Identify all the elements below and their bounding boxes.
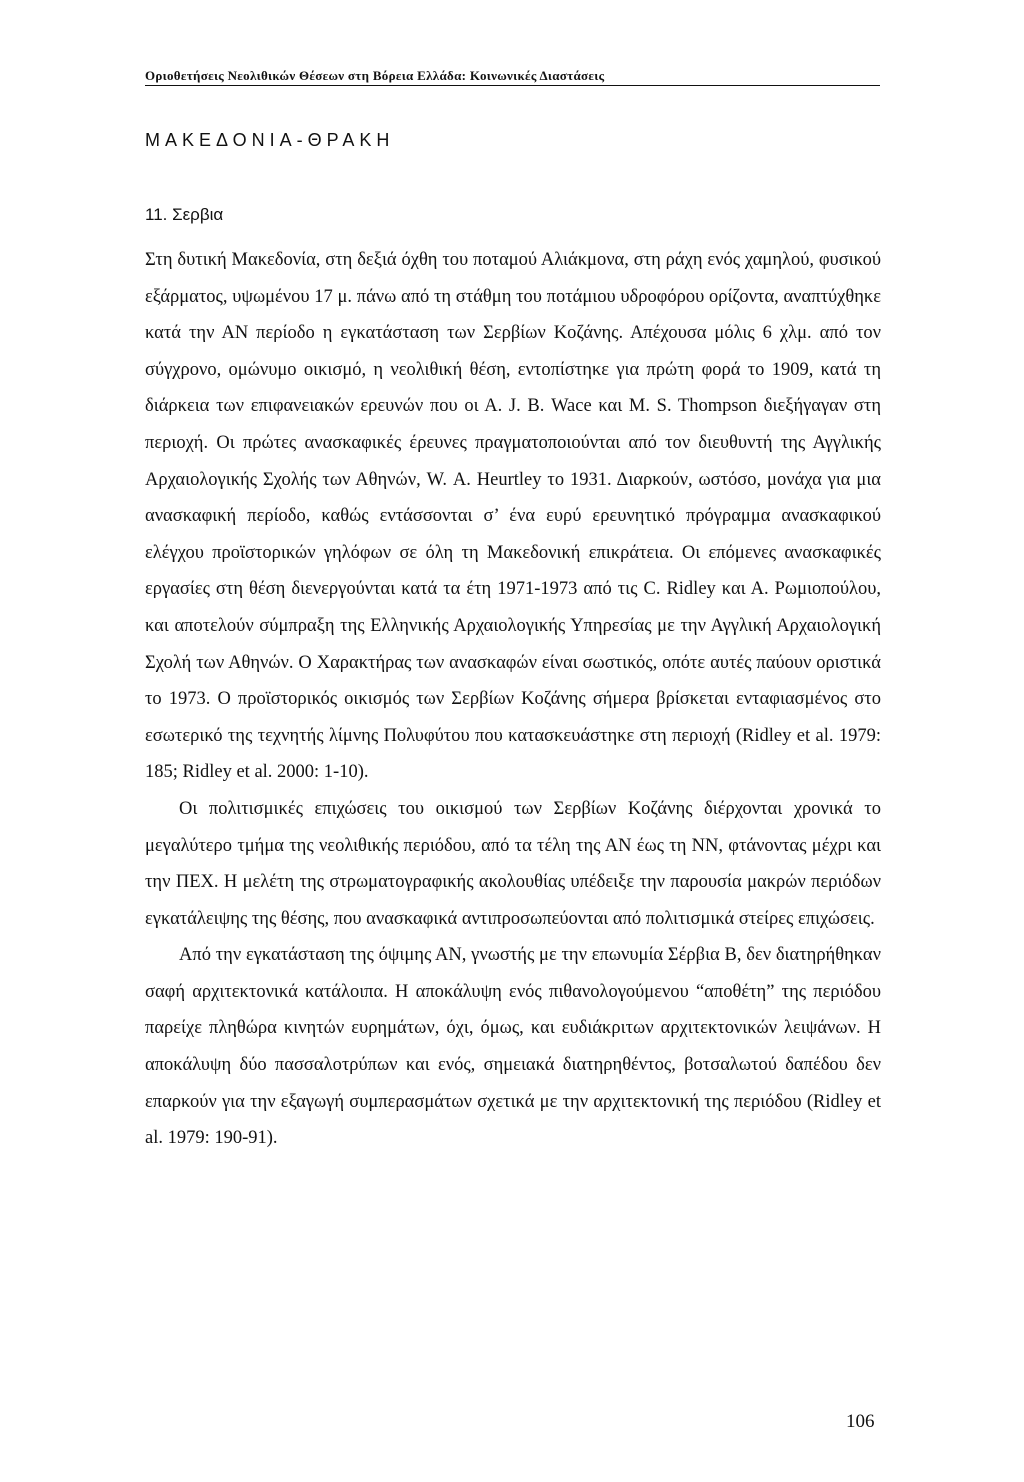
running-header	[145, 68, 880, 86]
page-number: 106	[846, 1411, 875, 1432]
paragraph-1: Στη δυτική Μακεδονία, στη δεξιά όχθη του ποταμού Αλιάκμονα, στη ράχη ενός χαμηλού, φυσικού εξάρματος, υψωμένου 17 μ. πάνω από τη στάθμη του ποτάμιου υδροφόρου ορίζοντα, αναπτύχθηκε κατά την ΑΝ περίοδο η εγκατάσταση των Σερβίων Κοζάνης. Απέχουσα μόλις 6 χλμ. από τον σύγχρονο, ομώνυμο οικισμό, η νεολιθική θέση, εντοπίστηκε για πρώτη φορά το 1909, κατά τη διάρκεια των επιφανειακών ερευνών που οι Α. J. Β. Wace και Μ. S. Thompson διεξήγαγαν στη περιοχή. Οι πρώτες ανασκαφικές έρευνες πραγματοποιούνται από τον διευθυντή της Αγγλικής Αρχαιολογικής Σχολής των Αθηνών, W. Α. Heurtley το 1931. Διαρκούν, ωστόσο, μονάχα για μια ανασκαφική περίοδο, καθώς εντάσσονται σ’ ένα ευρύ ερευνητικό πρόγραμμα ανασκαφικού ελέγχου προϊστορικών γηλόφων σε όλη τη Μακεδονική επικράτεια. Οι επόμενες ανασκαφικές εργασίες στη θέση διενεργούνται κατά τα έτη 1971-1973 από τις C. Ridley και Α. Ρωμιοπούλου, και αποτελούν σύμπραξη της Ελληνικής Αρχαιολογικής Υπηρεσίας με την Αγγλική Αρχαιολογική Σχολή των Αθηνών. Ο Χαρακτήρας των ανασκαφών είναι σωστικός, οπότε αυτές παύουν οριστικά το 1973. Ο προϊστορικός οικισμός των Σερβίων Κοζάνης σήμερα βρίσκεται ενταφιασμένος στο εσωτερικό της τεχνητής λίμνης Πολυφύτου που κατασκευάστηκε στη περιοχή (Ridley et al. 1979: 185; Ridley et al. 2000: 1-10).	[145, 250, 881, 783]
paragraph-3: Από την εγκατάσταση της όψιμης ΑΝ, γνωστής με την επωνυμία Σέρβια Β, δεν διατηρήθηκαν σαφή αρχιτεκτονικά κατάλοιπα. Η αποκάλυψη ενός πιθανολογούμενου “αποθέτη” της περιόδου παρείχε πληθώρα κινητών ευρημάτων, όχι, όμως, και ευδιάκριτων αρχιτεκτονικών λειψάνων. Η αποκάλυψη δύο πασσαλοτρύπων και ενός, σημειακά διατηρηθέντος, βοτσαλωτού δαπέδου δεν επαρκούν για την εξαγωγή συμπερασμάτων σχετικά με την αρχιτεκτονική της περιόδου (Ridley et al. 1979: 190-91).	[145, 945, 881, 1149]
subsection-title: 11. Σερβια	[145, 205, 224, 224]
running-header-title: Οριοθετήσεις Νεολιθικών Θέσεων στη Βόρεια Ελλάδα: Κοινωνικές Διαστάσεις	[145, 68, 605, 83]
paragraph-2: Οι πολιτισμικές επιχώσεις του οικισμού των Σερβίων Κοζάνης διέρχονται χρονικά το μεγαλύτερο τμήμα της νεολιθικής περιόδου, από τα τέλη της ΑΝ έως τη ΝΝ, φτάνοντας μέχρι και την ΠΕΧ. Η μελέτη της στρωματογραφικής ακολουθίας υπέδειξε την παρουσία μακρών περιόδων εγκατάλειψης της θέσης, που ανασκαφικά αντιπροσωπεύονται από πολιτισμικά στείρες επιχώσεις.	[145, 798, 881, 929]
section-title: ΜΑΚΕΔΟΝΙΑ-ΘΡΑΚΗ	[145, 130, 395, 150]
body-text	[145, 242, 881, 1157]
